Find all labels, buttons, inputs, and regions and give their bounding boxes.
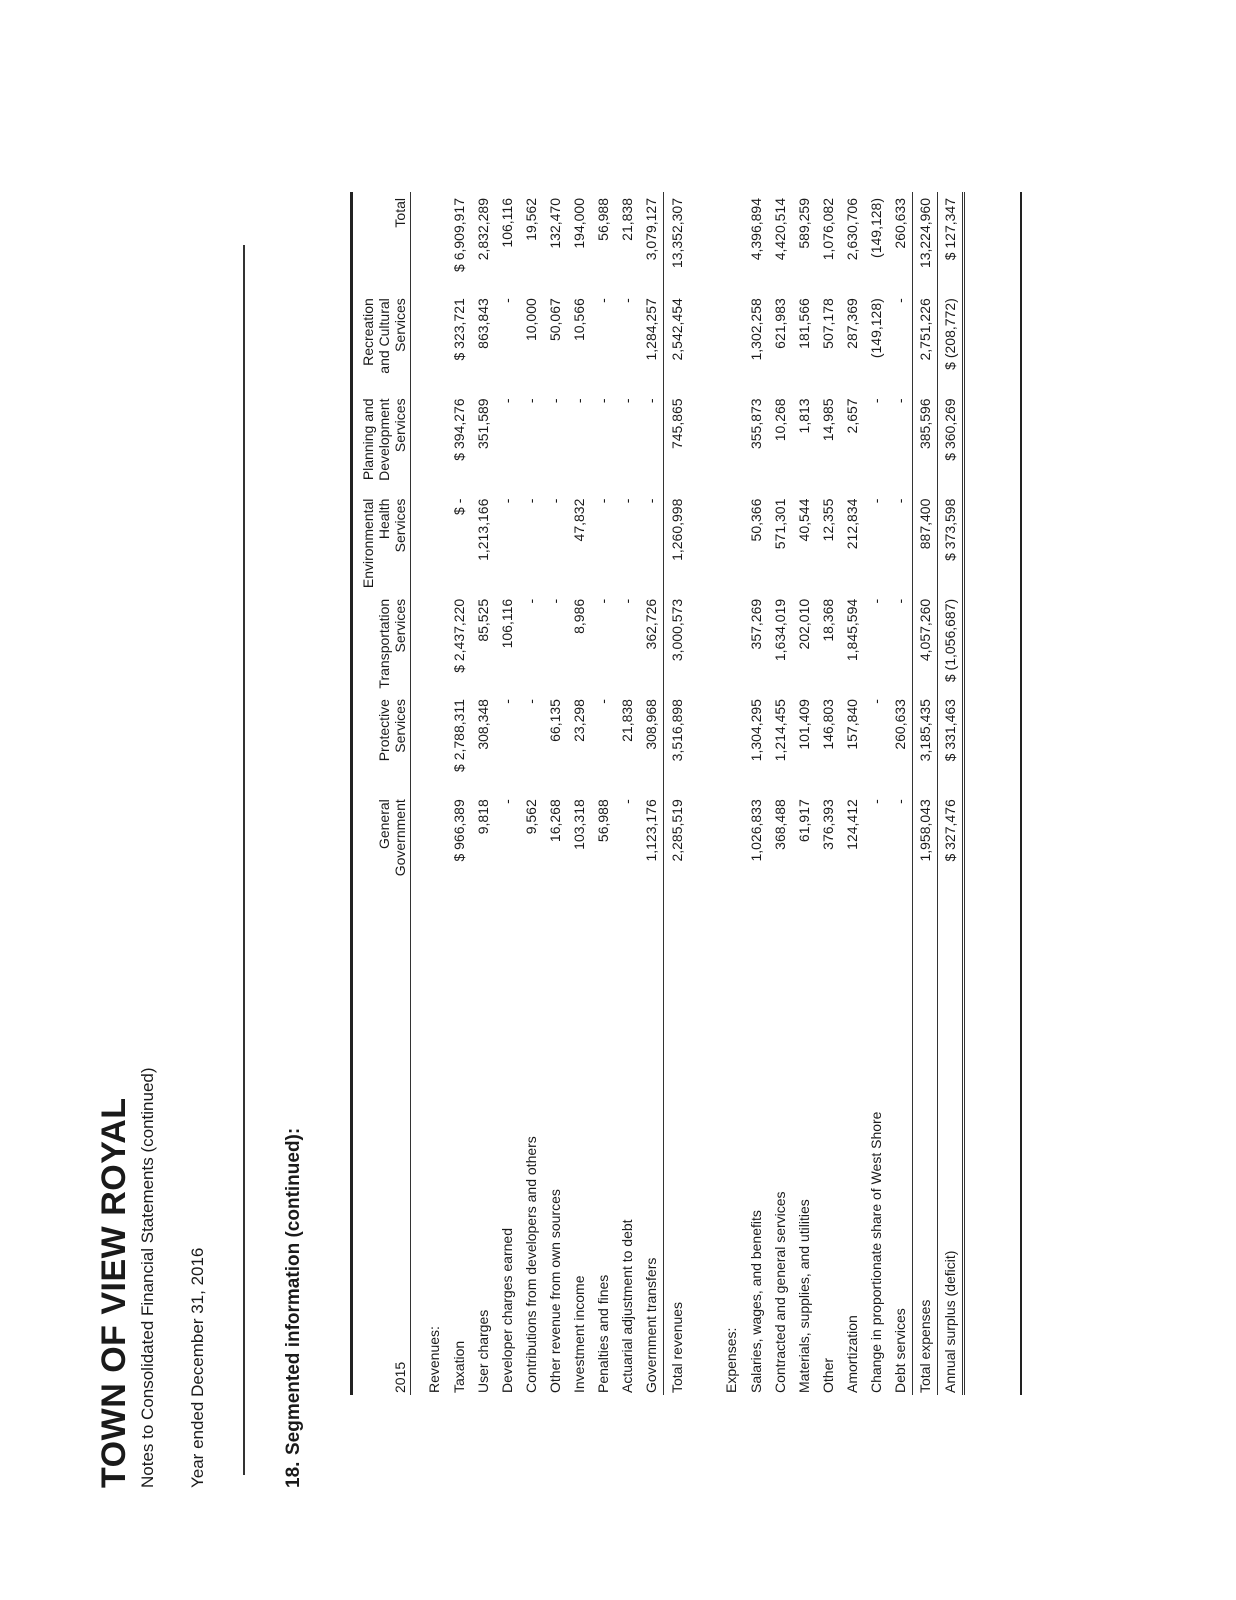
- row-label: Penalties and fines: [595, 1274, 611, 1393]
- cell-value: 260,633: [888, 192, 913, 292]
- cell-value: 56,988: [595, 198, 611, 241]
- cell-value: 181,566: [796, 298, 812, 349]
- cell-value: 3,185,435: [913, 693, 938, 793]
- cell-value: 10,268: [772, 398, 788, 442]
- section-heading-row: [411, 192, 448, 1395]
- cell-value: -: [868, 498, 884, 504]
- expense-row: [840, 192, 864, 1395]
- cell-value: 50,366: [748, 498, 764, 542]
- cell-value: 19,562: [523, 198, 539, 241]
- row-label: Contracted and general services: [772, 1191, 788, 1393]
- column-header-line: and Cultural: [376, 298, 392, 374]
- expense-row: [888, 192, 913, 1395]
- document-title: TOWN OF VIEW ROYAL: [95, 1097, 133, 1488]
- column-header-line: Environmental: [360, 498, 376, 589]
- cell-value: -: [499, 498, 515, 504]
- cell-value: 1,026,833: [748, 799, 764, 862]
- cell-value: -: [619, 799, 635, 804]
- revenue-row: [567, 192, 591, 1395]
- segmented-information-table: [360, 192, 965, 1395]
- cell-value: 1,284,257: [639, 292, 664, 392]
- cell-value: 61,917: [796, 799, 812, 843]
- cell-value: 362,726: [639, 593, 664, 693]
- cell-value: 132,470: [547, 198, 563, 249]
- section-heading-row: [708, 192, 744, 1395]
- column-header-line: Government: [392, 799, 408, 877]
- expense-row: [768, 192, 792, 1395]
- cell-value: 16,268: [547, 799, 563, 843]
- revenue-row: [615, 192, 639, 1395]
- column-header: [360, 392, 411, 492]
- cell-value: 1,304,295: [748, 699, 764, 762]
- row-label: Salaries, wages, and benefits: [748, 1210, 764, 1393]
- table-top-rule: [350, 192, 353, 1395]
- cell-value: (149,128): [868, 198, 884, 258]
- row-label: Other revenue from own sources: [547, 1189, 563, 1393]
- cell-value: 1,813: [796, 398, 812, 434]
- cell-value: 2,542,454: [669, 298, 685, 361]
- table-bottom-rule: [1020, 192, 1022, 1395]
- cell-value: 357,269: [748, 598, 764, 650]
- total-expenses-row: [913, 192, 938, 1395]
- row-label: Developer charges earned: [499, 1228, 515, 1393]
- expense-row: [864, 192, 888, 1395]
- cell-value: -: [595, 498, 611, 504]
- cell-value: 13,224,960: [913, 192, 938, 292]
- revenue-row: [471, 192, 495, 1395]
- cell-value: 571,301: [772, 498, 788, 550]
- row-label: Debt services: [888, 893, 913, 1395]
- column-header: [360, 593, 411, 693]
- row-label: User charges: [475, 1309, 491, 1393]
- revenue-row: [447, 192, 471, 1395]
- expense-row: [744, 192, 768, 1395]
- column-header-line: Services: [392, 699, 408, 753]
- cell-value: 66,135: [547, 699, 563, 742]
- row-label: Total revenues: [669, 1301, 685, 1393]
- spacer-row: [690, 192, 708, 1395]
- total-revenues-row: [664, 192, 691, 1395]
- cell-value: $ 327,476: [938, 793, 964, 893]
- cell-value: 351,589: [475, 398, 491, 450]
- section-title: Segmented information (continued):: [283, 1127, 304, 1455]
- cell-value: -: [523, 699, 539, 704]
- cell-value: -: [619, 398, 635, 404]
- cell-value: $ 394,276: [451, 398, 467, 461]
- cell-value: -: [868, 598, 884, 604]
- cell-value: 194,000: [571, 198, 587, 249]
- cell-value: -: [888, 593, 913, 693]
- cell-value: -: [595, 298, 611, 303]
- header-divider: [243, 245, 245, 1475]
- cell-value: -: [523, 498, 539, 504]
- cell-value: 1,845,594: [844, 598, 860, 662]
- section-heading: Expenses:: [723, 1327, 739, 1393]
- cell-value: 2,751,226: [913, 292, 938, 392]
- cell-value: -: [523, 598, 539, 604]
- cell-value: $ 6,909,917: [451, 198, 467, 272]
- revenue-row: [591, 192, 615, 1395]
- cell-value: 260,633: [888, 693, 913, 793]
- row-label: Amortization: [844, 1315, 860, 1393]
- column-header: [360, 693, 411, 793]
- revenue-row: [495, 192, 519, 1395]
- cell-value: -: [571, 398, 587, 404]
- cell-value: $ 2,788,311: [451, 699, 467, 772]
- cell-value: 85,525: [475, 598, 491, 642]
- annual-surplus-row: [938, 192, 964, 1395]
- cell-value: $ 323,721: [451, 298, 467, 361]
- cell-value: -: [619, 598, 635, 604]
- cell-value: $ 373,598: [938, 493, 964, 593]
- cell-value: -: [619, 298, 635, 303]
- cell-value: 212,834: [844, 498, 860, 550]
- column-header-line: Protective: [376, 699, 392, 762]
- column-header-line: General: [376, 799, 392, 850]
- cell-value: -: [547, 498, 563, 504]
- cell-value: $ 127,347: [938, 192, 964, 292]
- column-header-line: Services: [392, 598, 408, 653]
- column-header-line: Services: [392, 298, 408, 352]
- cell-value: 1,213,166: [475, 498, 491, 561]
- revenue-row: [519, 192, 543, 1395]
- row-label: Taxation: [451, 1340, 467, 1393]
- cell-value: 863,843: [475, 298, 491, 349]
- cell-value: 9,562: [523, 799, 539, 835]
- column-header-line: Total: [392, 198, 408, 228]
- cell-value: 385,596: [913, 392, 938, 492]
- cell-value: -: [639, 392, 664, 492]
- column-header-line: Transportation: [376, 598, 392, 689]
- column-header-line: Planning and: [360, 398, 376, 481]
- row-label: Total expenses: [913, 893, 938, 1395]
- row-label: Contributions from developers and others: [523, 1136, 539, 1393]
- cell-value: -: [888, 292, 913, 392]
- year-label: 2015: [360, 893, 411, 1395]
- cell-value: 3,000,573: [669, 598, 685, 662]
- cell-value: 56,988: [595, 799, 611, 843]
- cell-value: -: [547, 398, 563, 404]
- revenue-row: [543, 192, 567, 1395]
- cell-value: -: [595, 398, 611, 404]
- cell-value: 106,116: [499, 598, 515, 649]
- cell-value: 887,400: [913, 493, 938, 593]
- cell-value: -: [499, 298, 515, 303]
- column-header-line: Health: [376, 498, 392, 540]
- column-header-line: Recreation: [360, 298, 376, 366]
- cell-value: 40,544: [796, 498, 812, 542]
- cell-value: 2,657: [844, 398, 860, 434]
- row-label: Investment income: [571, 1275, 587, 1393]
- cell-value: -: [639, 493, 664, 593]
- cell-value: 23,298: [571, 699, 587, 742]
- cell-value: $ 360,269: [938, 392, 964, 492]
- cell-value: 621,983: [772, 298, 788, 349]
- cell-value: 202,010: [796, 598, 812, 650]
- cell-value: 106,116: [499, 198, 515, 248]
- row-label: Other: [820, 1357, 836, 1393]
- cell-value: 376,393: [820, 799, 836, 850]
- cell-value: -: [499, 699, 515, 704]
- cell-value: 13,352,307: [669, 198, 685, 269]
- cell-value: $ 331,463: [938, 693, 964, 793]
- cell-value: 745,865: [669, 398, 685, 450]
- cell-value: 21,838: [619, 198, 635, 241]
- section-number: 18.: [283, 1461, 304, 1488]
- document-subtitle: Notes to Consolidated Financial Statements (continued): [138, 1067, 157, 1488]
- column-header-line: Services: [392, 498, 408, 553]
- cell-value: -: [595, 598, 611, 604]
- cell-value: -: [868, 699, 884, 704]
- cell-value: -: [868, 398, 884, 404]
- cell-value: 1,214,455: [772, 699, 788, 762]
- cell-value: 101,409: [796, 699, 812, 750]
- cell-value: -: [499, 799, 515, 804]
- cell-value: 10,000: [523, 298, 539, 342]
- cell-value: 1,634,019: [772, 598, 788, 662]
- cell-value: 287,369: [844, 298, 860, 349]
- column-header: [360, 793, 411, 893]
- cell-value: 157,840: [844, 699, 860, 750]
- table-body: [411, 192, 964, 1395]
- cell-value: $ 2,437,220: [451, 598, 467, 673]
- cell-value: 1,076,082: [820, 198, 836, 261]
- cell-value: 3,516,898: [669, 699, 685, 762]
- cell-value: $ -: [451, 498, 467, 515]
- row-label: Materials, supplies, and utilities: [796, 1199, 812, 1393]
- cell-value: 308,348: [475, 699, 491, 750]
- cell-value: 12,355: [820, 498, 836, 542]
- row-label: Actuarial adjustment to debt: [619, 1219, 635, 1393]
- cell-value: 2,832,289: [475, 198, 491, 261]
- cell-value: 18,368: [820, 598, 836, 642]
- cell-value: 1,260,998: [669, 498, 685, 561]
- cell-value: 8,986: [571, 598, 587, 634]
- cell-value: 1,123,176: [639, 793, 664, 893]
- cell-value: -: [523, 398, 539, 404]
- cell-value: 146,803: [820, 699, 836, 750]
- cell-value: 4,057,260: [913, 593, 938, 693]
- row-label: Annual surplus (deficit): [938, 893, 964, 1395]
- table-header-row: [360, 192, 411, 1395]
- section-heading: Revenues:: [426, 1326, 442, 1393]
- cell-value: 507,178: [820, 298, 836, 349]
- cell-value: 1,302,258: [748, 298, 764, 361]
- cell-value: -: [499, 398, 515, 404]
- cell-value: $ 966,389: [451, 799, 467, 862]
- cell-value: 124,412: [844, 799, 860, 850]
- cell-value: 10,566: [571, 298, 587, 342]
- column-header: [360, 192, 411, 292]
- cell-value: -: [595, 699, 611, 704]
- cell-value: 9,818: [475, 799, 491, 835]
- spacer-cell: [690, 192, 708, 1395]
- period-label: Year ended December 31, 2016: [188, 1247, 207, 1488]
- cell-value: 47,832: [571, 498, 587, 542]
- cell-value: $ (1,056,687): [938, 593, 964, 693]
- cell-value: -: [547, 598, 563, 604]
- cell-value: 1,958,043: [913, 793, 938, 893]
- column-header: [360, 493, 411, 593]
- cell-value: 355,873: [748, 398, 764, 450]
- cell-value: 589,259: [796, 198, 812, 249]
- cell-value: -: [619, 498, 635, 504]
- expense-row: [816, 192, 840, 1395]
- cell-value: 4,396,894: [748, 198, 764, 261]
- row-label: Government transfers: [639, 893, 664, 1395]
- expense-row: [792, 192, 816, 1395]
- revenue-row: [639, 192, 664, 1395]
- cell-value: 50,067: [547, 298, 563, 342]
- column-header-line: Development: [376, 398, 392, 481]
- cell-value: $ (208,772): [938, 292, 964, 392]
- cell-value: 2,630,706: [844, 198, 860, 261]
- column-header-line: Services: [392, 398, 408, 453]
- cell-value: -: [888, 493, 913, 593]
- row-label: Change in proportionate share of West Shore: [868, 1111, 884, 1393]
- cell-value: 368,488: [772, 799, 788, 850]
- cell-value: -: [888, 392, 913, 492]
- cell-value: -: [868, 799, 884, 804]
- column-header: [360, 292, 411, 392]
- cell-value: 14,985: [820, 398, 836, 442]
- cell-value: 103,318: [571, 799, 587, 850]
- cell-value: (149,128): [868, 298, 884, 359]
- cell-value: 3,079,127: [639, 192, 664, 292]
- cell-value: -: [888, 793, 913, 893]
- cell-value: 4,420,514: [772, 198, 788, 261]
- cell-value: 308,968: [639, 693, 664, 793]
- cell-value: 21,838: [619, 699, 635, 742]
- cell-value: 2,285,519: [669, 799, 685, 862]
